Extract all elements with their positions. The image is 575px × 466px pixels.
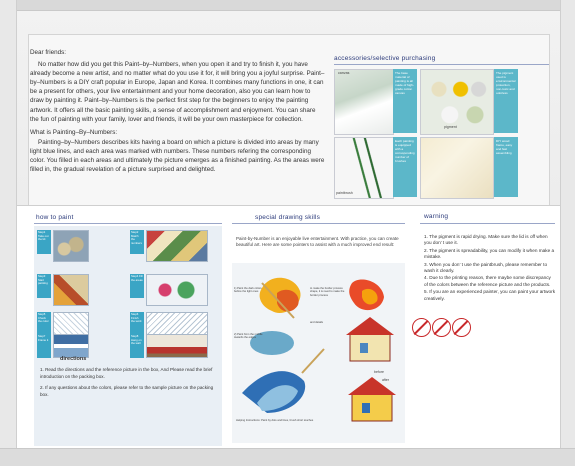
box-left-edge — [0, 0, 17, 465]
warning-title: warning — [424, 213, 449, 220]
after-label: after — [382, 378, 390, 382]
step-photo-3 — [53, 274, 89, 306]
house-before — [350, 333, 390, 361]
letter-question: What is Painting–By–Numbers: — [30, 128, 118, 136]
window-after — [362, 403, 370, 413]
warning-list — [424, 234, 556, 303]
special-skills-rule — [232, 223, 405, 224]
no-fire-sign-icon — [452, 318, 471, 337]
skill-tip-5: Helping Instructions: Paint by dots and lines, brush short touches — [236, 419, 314, 422]
brush-stroke-2 — [302, 349, 324, 373]
skill-tip-1: 1) Paint the dark colors before the light ones — [234, 287, 262, 294]
step-photo-7 — [53, 334, 89, 358]
no-children-sign-icon — [412, 318, 431, 337]
letter-text — [30, 48, 325, 175]
canvas-note: The base material of painting is all made of high-grade cotton canvas — [393, 69, 417, 133]
canvas-caption: canvas — [338, 71, 350, 75]
step-note-1: Step1 Take out the kit — [37, 230, 51, 254]
step-note-8: Step8 Hang on the wall — [130, 334, 144, 358]
step-photo-4 — [146, 274, 208, 306]
step-note-2: Step2 Match the numbers — [130, 230, 144, 254]
box-top-flap — [0, 0, 575, 11]
step-note-3: Step3 Start painting — [37, 274, 51, 298]
warning-item-2: 2. The pigment is spreadability, you can modify it when make a mistake. — [424, 247, 555, 260]
letter-greeting: Dear friends: — [30, 49, 67, 56]
special-skills-title: special drawing skills — [255, 214, 321, 221]
no-eating-sign-icon — [432, 318, 451, 337]
roof-before — [346, 317, 394, 335]
how-to-paint-rule — [34, 223, 222, 224]
warning-item-5: 5. If you are an experienced painter, you can paint your artwork creatively. — [424, 289, 556, 301]
paintbrush-photo — [334, 137, 394, 199]
step-photo-2 — [146, 230, 208, 262]
how-to-paint-panel — [34, 226, 222, 446]
accessories-rule — [334, 64, 549, 65]
skill-tip-2: to make the border process shape, it is need to make the border process — [310, 287, 345, 297]
step-note-5: Step5 Check the color — [37, 312, 51, 336]
box-bottom-flap — [0, 448, 575, 466]
step-note-7: Step7 Frame it — [37, 334, 51, 358]
letter-paragraph-1: No matter how did you get this Paint–by–Numbers, when you open it and try to finish it, you have already become a new artist, and no matter what do you use it for, it will bring you a joyful surprise. Paint–by–Numbers is a DIY craft popular in Europe, Japan and Korea. It combines many functions in one, it can be a present for others, your live entertainment and your home decoration, also you can learn how to draw by painting it. Paint–by–Numbers is the perfect first step for the beginners to enjoy the painting artwork. It offers all the basic painting skills, a sense of accomplishment and enjoyment. You can share the fun of painting with your family, lover and friends, it will be your own masterpiece for collection. — [30, 61, 325, 123]
warning-item-3: 3. When you don’ t use the paintbrush, please remember to wash it clearly. — [424, 261, 548, 274]
pigment-caption: pigment — [444, 125, 457, 129]
step-photo-1 — [53, 230, 89, 262]
before-label: before — [374, 370, 384, 374]
wood-frame-photo — [420, 137, 494, 199]
step-photo-8 — [146, 334, 208, 358]
box-right-edge — [560, 0, 575, 465]
step-note-6: Step6 Finish the work — [130, 312, 144, 336]
accessories-title: accessories/selective purchasing — [334, 55, 436, 62]
directions-list — [40, 366, 218, 402]
wood-frame-note: DIY wood frame, easy and fast assembling — [494, 137, 518, 197]
house-after — [352, 393, 392, 421]
window-before — [360, 343, 368, 353]
letter-paragraph-2: Painting–by–Numbers describes kits having a board on which a picture is divided into areas by many light blue lines, and each area was marked with numbers. These numbers refering the corresponding color. You filled in each areas and ultimately the picture emerges as a finished painting. As the areas were filled in, the gradual revelation of a picture surprised and delighted. — [30, 138, 325, 174]
directions-item-1: 1. Read the directions and the reference picture in the box, And Please read the brief introduction on the packing box. — [40, 367, 213, 379]
warning-item-1: 1. The pigment is rapid drying. Make sure the lid is off when you don’ t use it. — [424, 234, 548, 246]
directions-title: directions — [60, 356, 87, 362]
warning-item-4: 4. Due to the printing reason, there maybe some discrepancy of the colors between the reference picture and the products. — [424, 275, 551, 287]
paintbrush-note: Each painting is equipped with a corresponding number of brushes — [393, 137, 417, 197]
directions-item-2: 2. If any questions about the colors, please refer to the sample picture on the packing box. — [40, 385, 214, 397]
canvas-photo — [334, 69, 394, 135]
how-to-paint-title: how to paint — [36, 214, 74, 221]
pigment-photo — [420, 69, 494, 135]
special-skills-intro: Paint-by-Number is an enjoyable live entertainment. With practice, you can create beautiful art. Here are some pointers to assist with a much improved end result: — [236, 236, 399, 248]
pigment-note: The pigment used is environmental protection, non-toxic and odorless — [494, 69, 518, 133]
paintbrush-caption: paintbrush — [336, 191, 353, 195]
skill-tip-3: 2) Paint from the middle towards the edges — [234, 333, 263, 340]
special-skills-panel — [232, 263, 405, 443]
step-note-4: Step4 Fill the areas — [130, 274, 144, 298]
skill-tip-4: and details — [310, 321, 323, 324]
warning-rule — [420, 223, 555, 224]
